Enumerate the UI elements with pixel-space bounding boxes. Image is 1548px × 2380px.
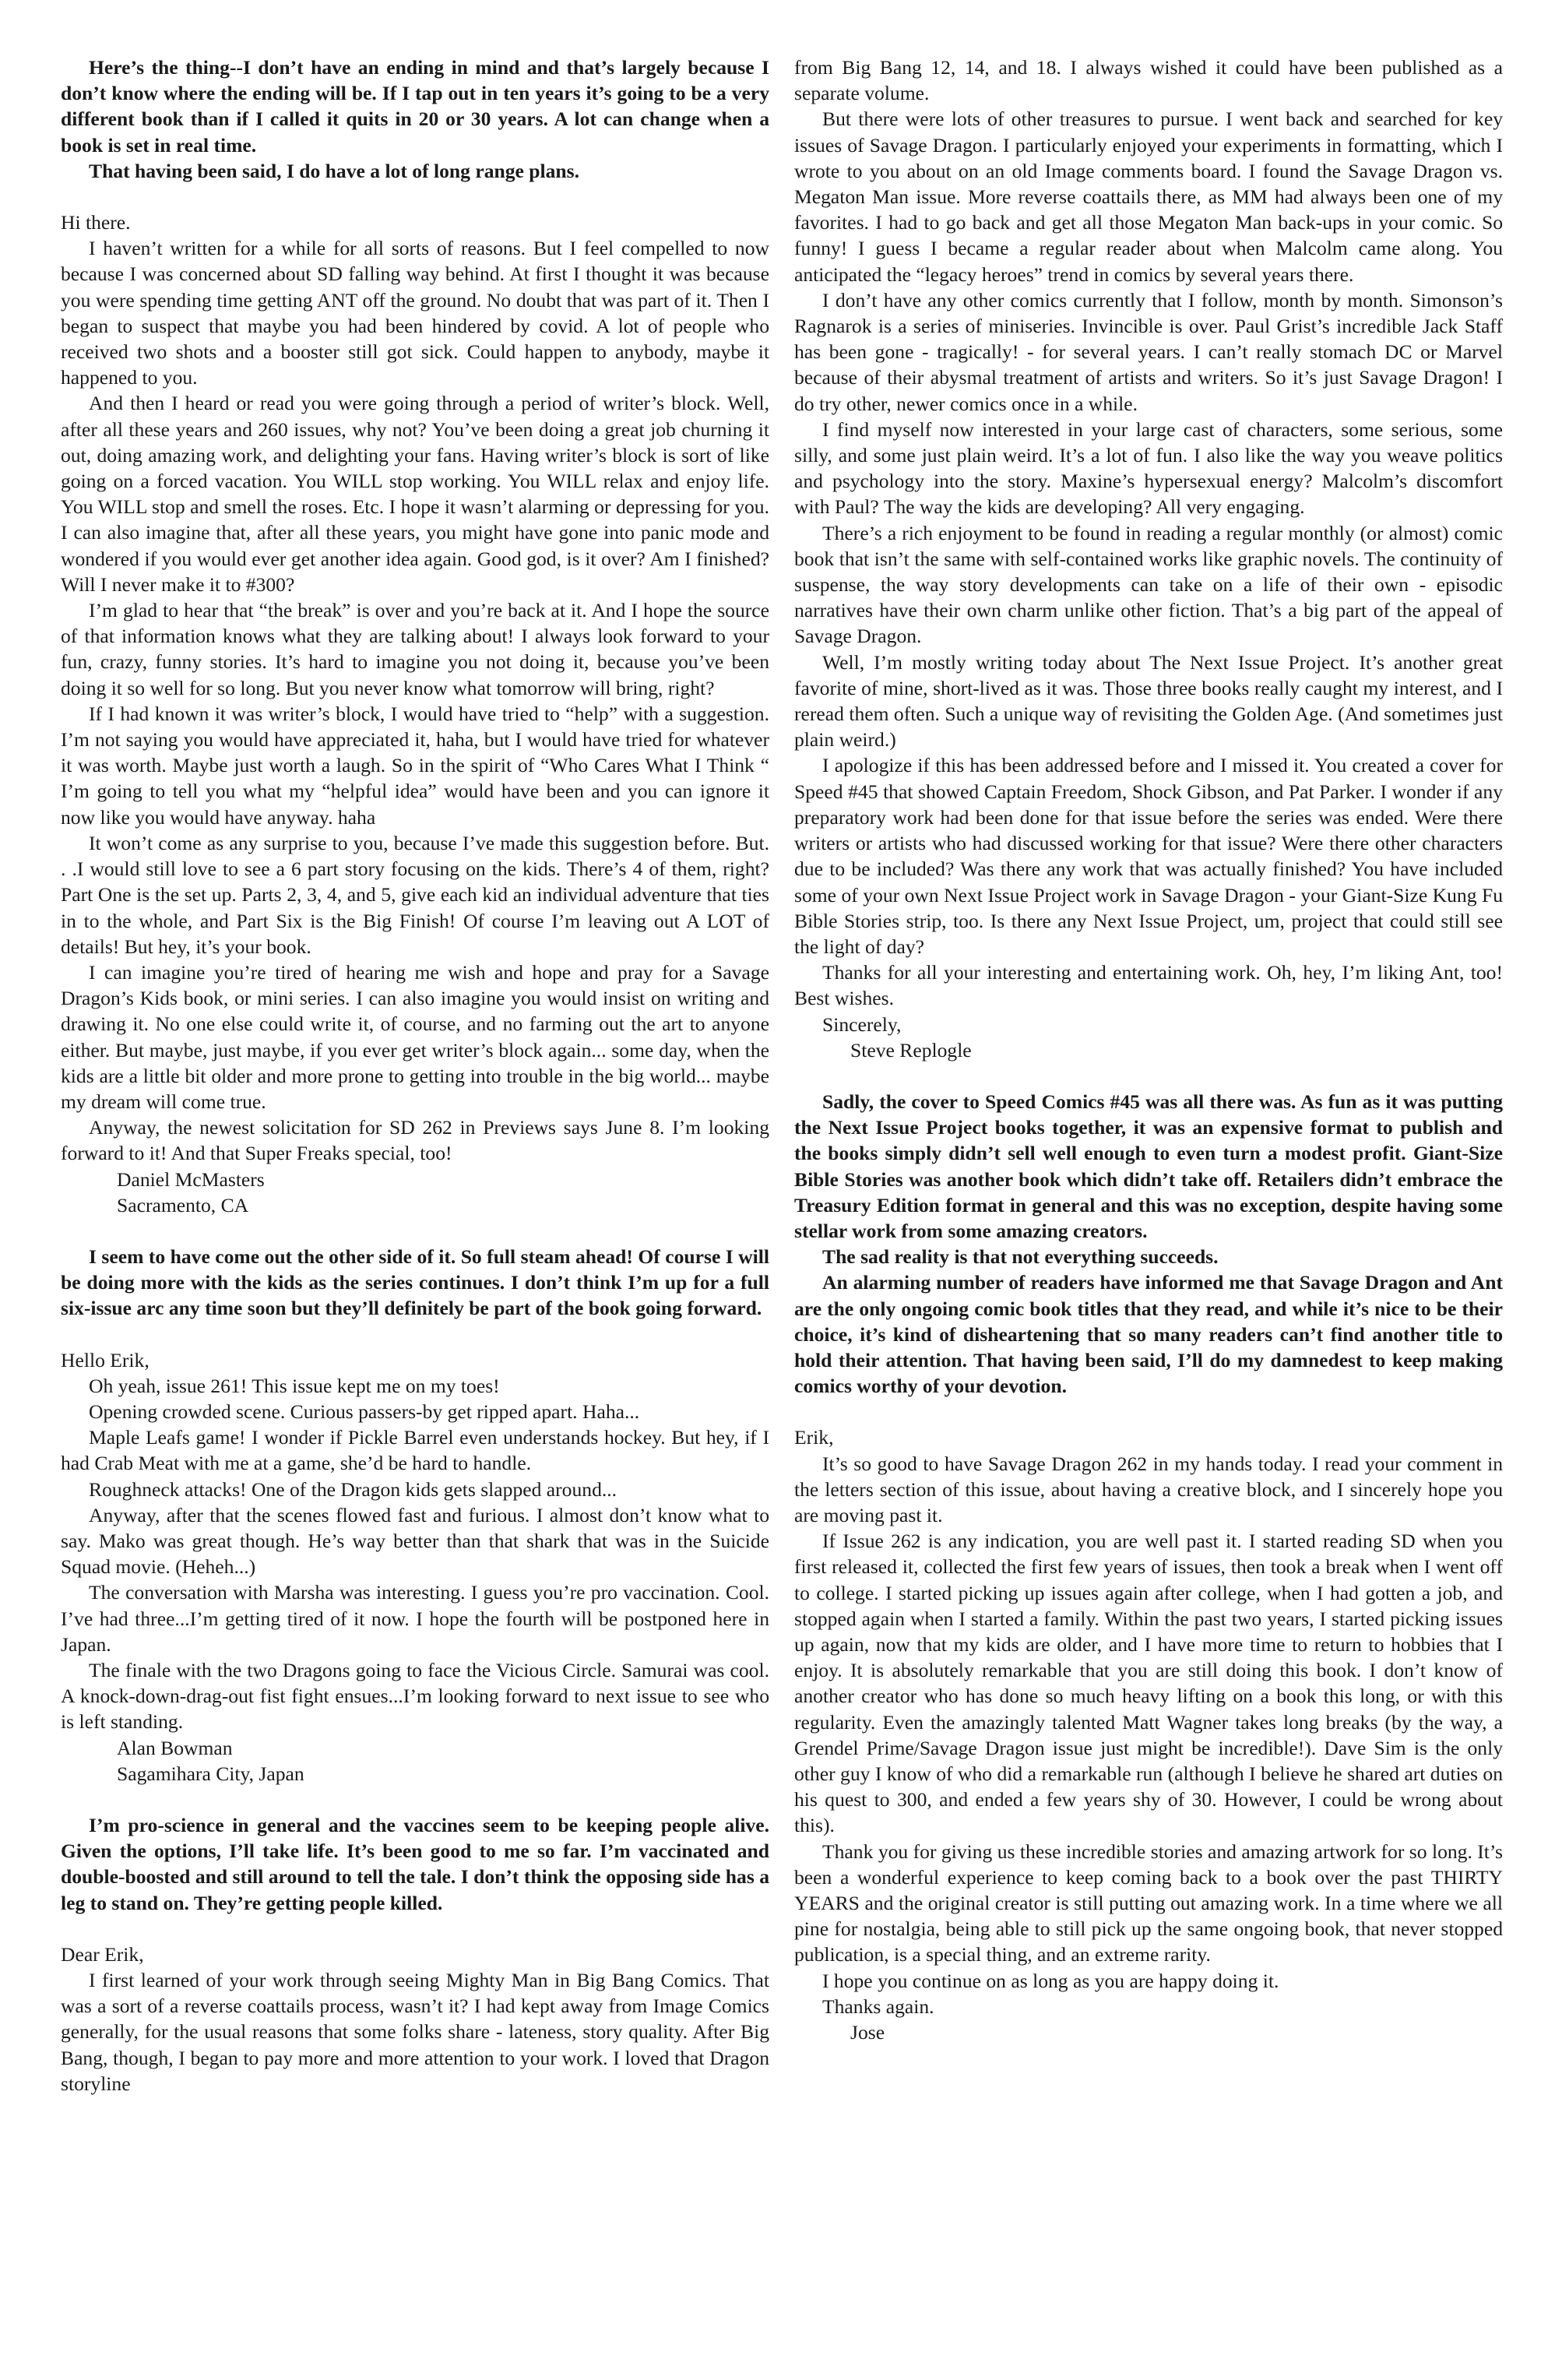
letter-paragraph: It won’t come as any surprise to you, because I’ve made this suggestion before. But. . .I would still love to see a 6 part story focusing on the kids. There’s 4 of them, right? Part One is the set up. Parts 2, 3, 4, and 5, give each kid an individual adventure that ties in to the whole, and Part Six is the Big Finish! Of course I’m leaving out A LOT of details! But hey, it’s your book. — [61, 831, 769, 958]
editor-reply-2 — [61, 1244, 769, 1322]
letter-paragraph: from Big Bang 12, 14, and 18. I always wished it could have been published as a separate volume. — [794, 56, 1503, 105]
reply-paragraph: That having been said, I do have a lot of long range plans. — [89, 159, 580, 182]
editor-reply-3 — [61, 1812, 769, 1916]
letter-paragraph: But there were lots of other treasures to pursue. I went back and searched for key issues of Savage Dragon. I particularly enjoyed your experiments in formatting, which I wrote to you about on an old Image comments board. I found the Savage Dragon vs. Megaton Man issue. More reverse coattails there, as MM had always been one of my favorites. I had to go back and get all those Megaton Man back-ups in your comic. So funny! I guess I became a regular reader about when Malcolm came along. You anticipated the “legacy heroes” trend in comics by several years there. — [794, 107, 1503, 286]
letter-paragraph: I haven’t written for a while for all sorts of reasons. But I feel compelled to now because I was concerned about SD falling way behind. At first I thought it was because you were spending time getting ANT off the ground. No doubt that was part of it. Then I began to suspect that maybe you had been hindered by covid. A lot of people who received two shots and a booster still got sick. Could happen to anybody, maybe it happened to you. — [61, 237, 769, 389]
letter-salutation: Hello Erik, — [61, 1348, 150, 1371]
letter-paragraph: I can imagine you’re tired of hearing me wish and hope and pray for a Savage Dragon’s Kids book, or mini series. I can also imagine you would insist on writing and drawing it. No one else could write it, of course, and no farming out the art to anyone either. But maybe, just maybe, if you ever get writer’s block again... some day, when the kids are a little bit older and more prone to getting into trouble in the big world... maybe my dream will come true. — [61, 960, 769, 1113]
letter-paragraph: And then I heard or read you were going through a period of writer’s block. Well, after all these years and 260 issues, why not? You’ve been doing a great job churning it out, doing amazing work, and delighting your fans. Having writer’s block is sort of like going on a forced vacation. You WILL stop working. You WILL relax and enjoy life. You WILL stop and smell the roses. Etc. I hope it wasn’t alarming or depressing for you. I can also imagine that, after all these years, you might have gone into panic mode and wondered if you would ever get another idea again. Good god, is it over? Am I finished? Will I never make it to #300? — [61, 392, 769, 596]
letter-paragraph: I hope you continue on as long as you are happy doing it. — [822, 1969, 1279, 1992]
letter-paragraph: Anyway, after that the scenes flowed fast and furious. I almost don’t know what to say. Mako was great though. He’s way better than that shark that was in the Suicide Squad movie. (Heheh...) — [61, 1503, 769, 1579]
letter-paragraph: Well, I’m mostly writing today about The Next Issue Project. It’s another great favorite of mine, short-lived as it was. Those three books really caught my interest, and I reread them often. Such a unique way of revisiting the Golden Age. (And sometimes just plain weird.) — [794, 650, 1503, 752]
reply-paragraph: I’m pro-science in general and the vaccines seem to be keeping people alive. Given the options, I’ll take life. It’s been good to me so far. I’m vaccinated and double-boosted and still around to tell the tale. I don’t think the opposing side has a leg to stand on. They’re getting people killed. — [61, 1814, 769, 1914]
letter-jose — [794, 1424, 1503, 2045]
letter-salutation: Dear Erik, — [61, 1942, 144, 1966]
letter-signature-name: Alan Bowman — [117, 1736, 233, 1759]
letter-paragraph: Oh yeah, issue 261! This issue kept me on my toes! — [89, 1374, 500, 1397]
letter-signature-name: Jose — [850, 2021, 885, 2044]
left-column — [61, 55, 769, 2097]
letter-signature-place: Sacramento, CA — [117, 1193, 249, 1216]
reply-paragraph: Here’s the thing--I don’t have an ending in mind and that’s largely because I don’t know where the ending will be. If I tap out in ten years it’s going to be a very different book than if I called it quits in 20 or 30 years. A lot can change when a book is set in real time. — [61, 56, 769, 157]
letter-paragraph: I first learned of your work through seeing Mighty Man in Big Bang Comics. That was a sort of a reverse coattails process, wasn’t it? I had kept away from Image Comics generally, for the usual reasons that some folks share - lateness, story quality. After Big Bang, though, I began to pay more and more attention to your work. I loved that Dragon storyline — [61, 1969, 769, 2095]
letter-paragraph: Anyway, the newest solicitation for SD 262 in Previews says June 8. I’m looking forward to it! And that Super Freaks special, too! — [61, 1116, 769, 1165]
letter-paragraph: I apologize if this has been addressed before and I missed it. You created a cover for Speed #45 that showed Captain Freedom, Shock Gibson, and Pat Parker. I wonder if any preparatory work had been done for that issue before the series was ended. Were there writers or artists who had discussed working for that issue? Were there other characters due to be included? Was there any work that was actually finished? You have included some of your own Next Issue Project work in Savage Dragon - your Giant-Size Kung Fu Bible Stories strip, too. Is there any Next Issue Project, um, project that could still see the light of day? — [794, 754, 1503, 958]
letter-paragraph: The finale with the two Dragons going to face the Vicious Circle. Samurai was cool. A knock-down-drag-out fist fight ensues...I’m looking forward to next issue to see who is left standing. — [61, 1658, 769, 1734]
letter-signature-place: Sagamihara City, Japan — [117, 1762, 304, 1785]
reply-paragraph: Sadly, the cover to Speed Comics #45 was all there was. As fun as it was putting the Next Issue Project books together, it was an expensive format to publish and the books simply didn’t sell well enough to even turn a modest profit. Giant-Size Bible Stories was another book which didn’t take off. Retailers didn’t embrace the Treasury Edition format in general and this was no exception, despite having some stellar work from some amazing creators. — [794, 1090, 1503, 1242]
letter-paragraph: I find myself now interested in your large cast of characters, some serious, some silly, and some just plain weird. It’s a lot of fun. I also like the way you weave politics and psychology into the story. Maxine’s hypersexual energy? Malcolm’s discomfort with Paul? The way the kids are developing? All very engaging. — [794, 417, 1503, 519]
reply-paragraph: I seem to have come out the other side of it. So full steam ahead! Of course I will be doing more with the kids as the series continues. I don’t think I’m up for a full six-issue arc any time soon but they’ll definitely be part of the book going forward. — [61, 1245, 769, 1320]
editor-reply-4 — [794, 1089, 1503, 1399]
editor-reply-1 — [61, 55, 769, 184]
letter-paragraph: The conversation with Marsha was interesting. I guess you’re pro vaccination. Cool. I’ve had three...I’m getting tired of it now. I hope the fourth will be postponed here in Japan. — [61, 1581, 769, 1656]
letter-paragraph: Roughneck attacks! One of the Dragon kids gets slapped around... — [89, 1477, 617, 1501]
letter-salutation: Erik, — [794, 1426, 834, 1449]
letter-closing: Sincerely, — [822, 1012, 902, 1036]
letter-daniel-mcmasters — [61, 209, 769, 1218]
letter-paragraph: There’s a rich enjoyment to be found in reading a regular monthly (or almost) comic book that isn’t the same with self-contained works like graphic novels. The continuity of suspense, the way story developments can take on a life of their own - episodic narratives have their own charm unlike other fiction. That’s a big part of the appeal of Savage Dragon. — [794, 521, 1503, 648]
reply-paragraph: The sad reality is that not everything succeeds. — [822, 1245, 1219, 1269]
reply-paragraph: An alarming number of readers have informed me that Savage Dragon and Ant are the only ongoing comic book titles that they read, and while it’s nice to be their choice, it’s kind of disheartening that so many readers can’t find another title to hold their attention. That having been said, I’ll do my damnedest to keep making comics worthy of your devotion. — [794, 1271, 1503, 1398]
letter-paragraph: It’s so good to have Savage Dragon 262 in my hands today. I read your comment in the letters section of this issue, about having a creative block, and I sincerely hope you are moving past it. — [794, 1452, 1503, 1526]
letter-paragraph: I don’t have any other comics currently that I follow, month by month. Simonson’s Ragnarok is a series of miniseries. Invincible is over. Paul Grist’s incredible Jack Staff has been gone - tragically! - for several years. I can’t really stomach DC or Marvel because of their abysmal treatment of artists and writers. So it’s just Savage Dragon! I do try other, newer comics once in a while. — [794, 288, 1503, 415]
letter-salutation: Hi there. — [61, 211, 131, 234]
letter-paragraph: Opening crowded scene. Curious passers-by get ripped apart. Haha... — [89, 1399, 640, 1423]
letter-paragraph: Thanks for all your interesting and entertaining work. Oh, hey, I’m liking Ant, too! Best wishes. — [794, 961, 1503, 1010]
letter-steve-replogle-continued — [794, 55, 1503, 1063]
letter-paragraph: If I had known it was writer’s block, I would have tried to “help” with a suggestion. I’m not saying you would have appreciated it, haha, but I would have tried for whatever it was worth. Maybe just worth a laugh. So in the spirit of “Who Cares What I Think “ I’m going to tell you what my “helpful idea” would have been and you can ignore it now like you would have anyway. haha — [61, 702, 769, 829]
letter-steve-replogle-start — [61, 1942, 769, 2097]
letter-paragraph: I’m glad to hear that “the break” is over and you’re back at it. And I hope the source of that information knows what they are talking about! I always look forward to your fun, crazy, funny stories. It’s hard to imagine you not doing it, because you’ve been doing it so well for so long. But you never know what tomorrow will bring, right? — [61, 599, 769, 699]
right-column — [794, 55, 1503, 2045]
letter-closing: Thanks again. — [822, 1994, 934, 2018]
letter-paragraph: Maple Leafs game! I wonder if Pickle Barrel even understands hockey. But hey, if I had Crab Meat with me at a game, she’d be hard to handle. — [61, 1426, 769, 1475]
letter-paragraph: Thank you for giving us these incredible stories and amazing artwork for so long. It’s been a wonderful experience to keep coming back to a book over the past THIRTY YEARS and the original creator is still putting out amazing work. In a time where we all pine for nostalgia, being able to still pick up the same ongoing book, that never stopped publication, is a special thing, and an extreme rarity. — [794, 1840, 1503, 1966]
letter-alan-bowman — [61, 1347, 769, 1787]
letter-signature-name: Steve Replogle — [850, 1038, 972, 1061]
letter-paragraph: If Issue 262 is any indication, you are well past it. I started reading SD when you first released it, collected the first few years of issues, then took a break when I went off to college. I started picking up issues again after college, when I had gotten a job, and stopped again when I started a family. Within the past two years, I started picking issues up again, now that my kids are older, and I have more time to return to hobbies that I enjoy. It is absolutely remarkable that you are still doing this book. I don’t know of another creator who has done so much heavy lifting on a book this long, or with this regularity. Even the amazingly talented Matt Wagner takes long breaks (by the way, a Grendel Prime/Savage Dragon issue just might be incredible!). Dave Sim is the only other guy I know of who did a remarkable run (although I believe he shared art duties on his quest to 300, and ended a few years shy of 30. However, I could be wrong about this). — [794, 1530, 1503, 1837]
letter-signature-name: Daniel McMasters — [117, 1167, 265, 1191]
